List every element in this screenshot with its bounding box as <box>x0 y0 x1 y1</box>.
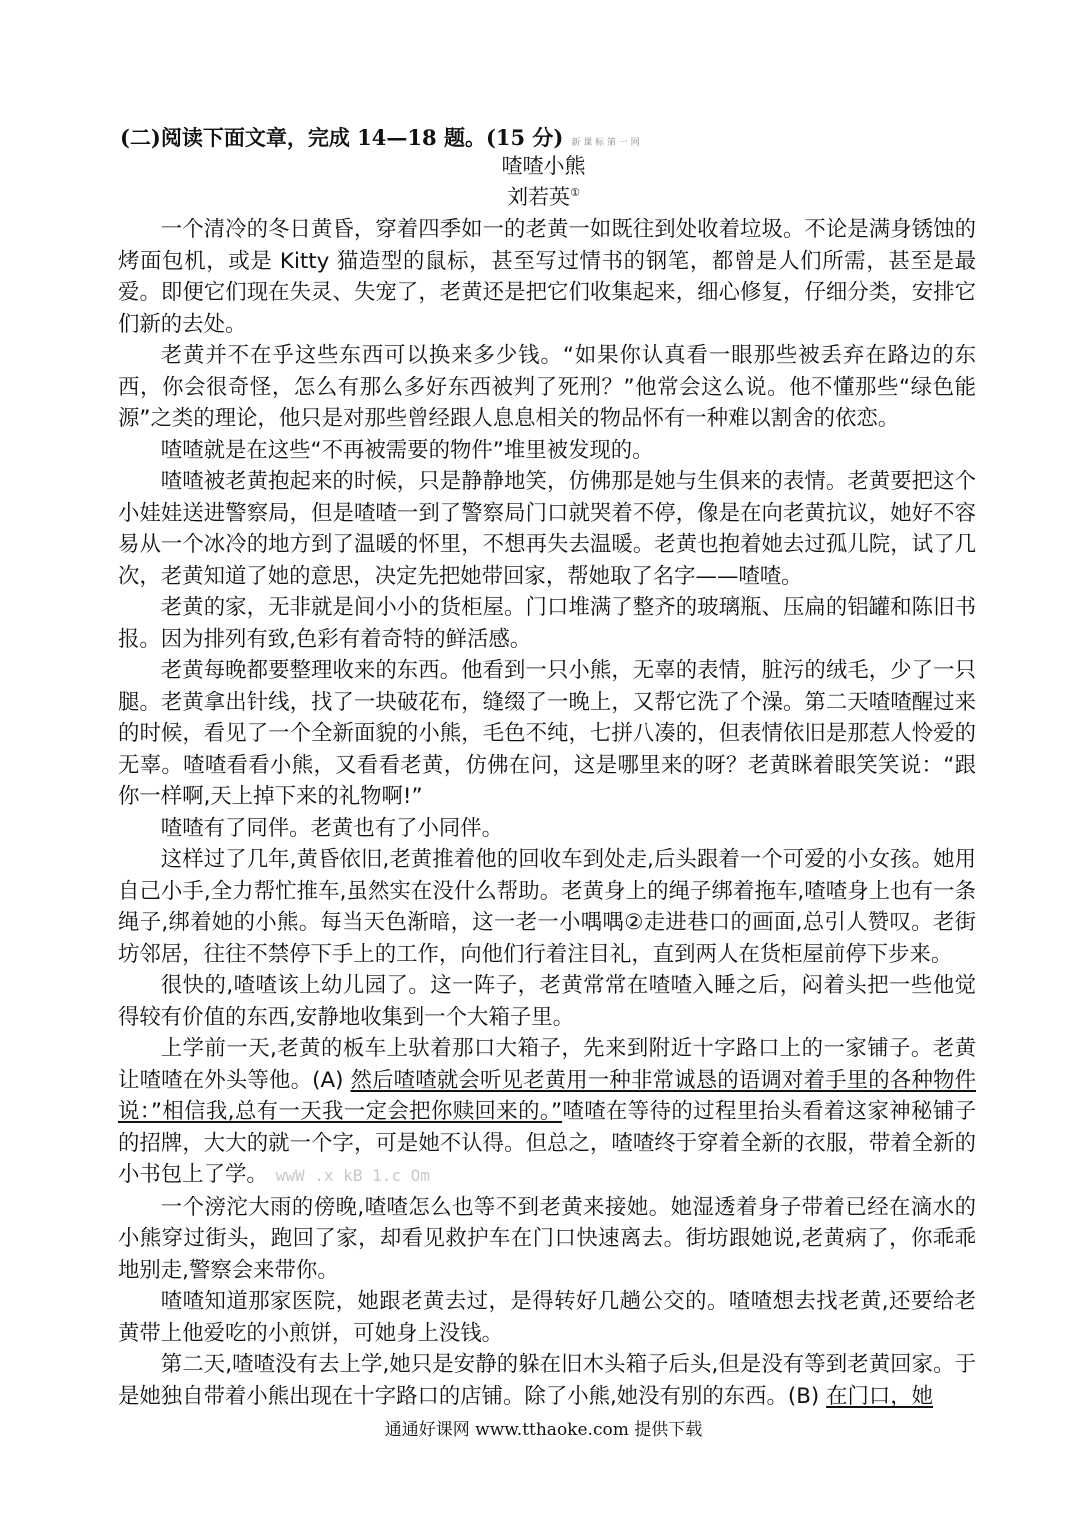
watermark-small-text: 新 课 标 第 一 网 <box>571 138 640 148</box>
section-heading <box>120 122 640 152</box>
paragraph-with-underline-a <box>118 1033 976 1192</box>
paragraph: 一个清冷的冬日黄昏，穿着四季如一的老黄一如既往到处收着垃圾。不论是满身锈蚀的烤面包机，或是 Kitty 猫造型的鼠标，甚至写过情书的钢笔，都曾是人们所需，甚至是最爱。即便它们现在失灵、失宠了，老黄还是把它们收集起来，细心修复，仔细分类，安排它们新的去处。 <box>118 217 976 337</box>
author-footnote-mark: ① <box>570 186 580 199</box>
article-body <box>118 214 976 1412</box>
paragraph-text: 上学前一天,老黄的板车上驮着那口大箱子，先来到附近十字路口上的一家铺子。老黄让喳喳在外头等他。(A) <box>118 1036 976 1093</box>
underlined-sentence-a: 然后喳喳就会听见老黄用一种非常诚恳的语调对着手里的各种物件说：”相信我,总有一天我一定会把你赎回来的。” <box>118 1067 976 1124</box>
underlined-sentence-b: 在门口，她 <box>826 1383 934 1409</box>
paragraph: 喳喳有了同伴。老黄也有了小同伴。 <box>160 815 504 841</box>
paragraph: 一个滂沱大雨的傍晚,喳喳怎么也等不到老黄来接她。她湿透着身子带着已经在滴水的小熊穿过街头，跑回了家，却看见救护车在门口快速离去。街坊跟她说,老黄病了，你乖乖地别走,警察会来带你。 <box>118 1194 976 1283</box>
paragraph: 老黄并不在乎这些东西可以换来多少钱。“如果你认真看一眼那些被丢弃在路边的东西，你会很奇怪，怎么有那么多好东西被判了死刑？”他常会这么说。他不懂那些“绿色能源”之类的理论，他只是对那些曾经跟人息息相关的物品怀有一种难以割舍的依恋。 <box>118 343 976 431</box>
paragraph-with-underline-b <box>118 1349 976 1412</box>
paragraph-text: 喳喳在等待的过程里抬头看着这家神秘铺子的招牌，大大的就一个字，可是她不认得。但总之，喳喳终于穿着全新的衣服，带着全新的小书包上了学。 <box>118 1099 976 1187</box>
article-author: 刘若英 <box>507 185 571 209</box>
paragraph: 很快的,喳喳该上幼儿园了。这一阵子，老黄常常在喳喳入睡之后，闷着头把一些他觉得较有价值的东西,安静地收集到一个大箱子里。 <box>118 973 976 1030</box>
paragraph-text: 第二天,喳喳没有去上学,她只是安静的躲在旧木头箱子后头,但是没有等到老黄回家。于是她独自带着小熊出现在十字路口的店铺。除了小熊,她没有别的东西。(B) <box>118 1352 976 1409</box>
paragraph: 老黄每晚都要整理收来的东西。他看到一只小熊，无辜的表情，脏污的绒毛，少了一只腿。老黄拿出针线，找了一块破花布，缝缀了一晚上，又帮它洗了个澡。第二天喳喳醒过来的时候，看见了一个全新面貌的小熊，毛色不纯，七拼八凑的，但表情依旧是那惹人怜爱的无辜。喳喳看看小熊，又看看老黄，仿佛在问，这是哪里来的呀？老黄眯着眼笑笑说：“跟你一样啊,天上掉下来的礼物啊!” <box>118 658 976 809</box>
paragraph: 喳喳被老黄抱起来的时候，只是静静地笑，仿佛那是她与生俱来的表情。老黄要把这个小娃娃送进警察局，但是喳喳一到了警察局门口就哭着不停，像是在向老黄抗议，她好不容易从一个冰冷的地方到了温暖的怀里，不想再失去温暖。老黄也抱着她去过孤儿院，试了几次，老黄知道了她的意思，决定先把她带回家，帮她取了名字——喳喳。 <box>118 469 976 589</box>
watermark-text: wwW .x kB 1.c Om <box>275 1166 430 1185</box>
section-instruction: (二)阅读下面文章，完成 14—18 题。(15 分) <box>120 125 564 150</box>
article-title: 喳喳小熊 <box>501 154 586 178</box>
page-footer: 通通好课网 www.tthaoke.com 提供下载 <box>384 1420 703 1440</box>
paragraph: 老黄的家，无非就是间小小的货柜屋。门口堆满了整齐的玻璃瓶、压扁的铝罐和陈旧书报。因为排列有致,色彩有着奇特的鲜活感。 <box>118 595 976 652</box>
paragraph: 这样过了几年,黄昏依旧,老黄推着他的回收车到处走,后头跟着一个可爱的小女孩。她用自己小手,全力帮忙推车,虽然实在没什么帮助。老黄身上的绳子绑着拖车,喳喳身上也有一条绳子,绑着她的小熊。每当天色渐暗，这一老一小喁喁②走进巷口的画面,总引人赞叹。老街坊邻居，往往不禁停下手上的工作，向他们行着注目礼，直到两人在货柜屋前停下步来。 <box>118 847 976 967</box>
paragraph: 喳喳就是在这些“不再被需要的物件”堆里被发现的。 <box>160 437 654 463</box>
article-author-line <box>0 181 1087 211</box>
paragraph: 喳喳知道那家医院，她跟老黄去过，是得转好几趟公交的。喳喳想去找老黄,还要给老黄带上他爱吃的小煎饼，可她身上没钱。 <box>118 1289 976 1346</box>
